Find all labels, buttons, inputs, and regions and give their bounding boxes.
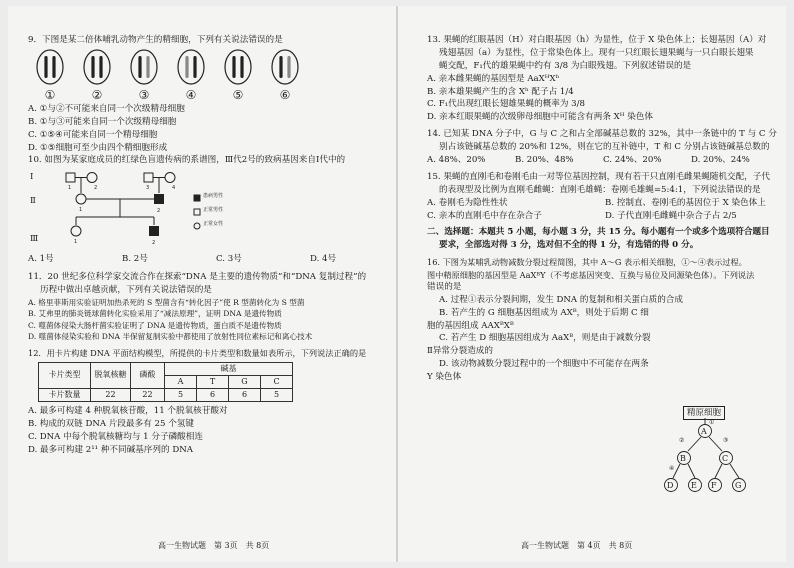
spermatogonium-box: 精原细胞 (683, 406, 725, 420)
q14-options (427, 154, 778, 167)
q10-options (28, 253, 385, 266)
q14-option-d: D. 20%、24% (691, 155, 750, 166)
q13-option-a: A. 亲本雌果蝇的基因型是 AaXᴴXʰ (427, 73, 560, 84)
step-1-label: ① (709, 419, 715, 426)
chromosome (91, 56, 94, 78)
cell-base-t: 6 (197, 388, 229, 401)
sperm-cell-6 (272, 50, 298, 84)
gen-1-label: Ⅰ (30, 172, 34, 183)
exam-sheet (8, 6, 786, 562)
chromosome (146, 56, 149, 78)
q10-option-b: B. 2号 (122, 254, 148, 265)
svg-text:2: 2 (94, 185, 98, 192)
q15-line2: 的表现型及比例为直刚毛雌蝇：直刚毛雄蝇：卷刚毛雄蝇=5:4:1，下列说法错误的是 (439, 184, 761, 195)
legend-normal-female: 正常女性 (203, 221, 224, 228)
q14-option-a: A. 48%、20% (427, 155, 486, 166)
q16-option-c-line2: Ⅱ异常分裂造成的 (427, 346, 493, 357)
q16-option-c-line1: C. 若产生 D 细胞基因组成为 AaXᴮ，则是由于减数分裂 (439, 333, 651, 344)
q9-option-b: B. ①与③可能来自同一个次级精母细胞 (28, 116, 177, 127)
svg-text:3: 3 (146, 185, 150, 192)
label-cell-d: D (667, 481, 674, 490)
sperm-cell-5 (225, 50, 251, 84)
th-deoxyribose: 脱氧核糖 (91, 362, 131, 388)
chromosome (138, 56, 141, 78)
q13-option-c: C. F₁代出现红眼长翅雄果蝇的概率为 3/8 (427, 99, 586, 110)
svg-text:1: 1 (79, 207, 83, 214)
q11-option-c: C. 噬菌体侵染大肠杆菌实验证明了 DNA 是遗传物质，蛋白质不是遗传物质 (28, 320, 282, 330)
th-base-t: T (197, 375, 229, 388)
gen2-male-2-affected (155, 195, 164, 204)
q13-line3: 蝇交配，F₁代的雄果蝇中约有 3/8 为白眼残翅。下列叙述错误的是 (439, 60, 692, 71)
chromosome (99, 56, 102, 78)
pedigree-chart (46, 167, 226, 253)
q13-line1: 13. 果蝇的红眼基因（H）对白眼基因（h）为显性，位于 X 染色体上；长翅基因（A）对 (427, 35, 767, 45)
q15-option-c: C. 亲本的直刚毛中存在杂合子 (427, 210, 542, 221)
q12-option-c: C. DNA 中每个脱氧核糖均与 1 分子磷酸相连 (28, 431, 203, 442)
q9-option-a: A. ①与②不可能来自同一个次级精母细胞 (28, 103, 185, 114)
chromosome (279, 56, 282, 78)
th-phosphate: 磷酸 (131, 362, 165, 388)
row-label-count: 卡片数量 (39, 388, 91, 401)
chromosome (52, 56, 55, 78)
cell-base-c: 5 (261, 388, 293, 401)
th-bases: 碱基 (165, 362, 293, 375)
svg-text:1: 1 (68, 185, 72, 192)
q10-pedigree (28, 167, 385, 253)
chromosome (44, 56, 47, 78)
th-card-type: 卡片类型 (39, 362, 91, 388)
sperm-cell-4 (178, 50, 204, 84)
q16-meiosis-diagram (663, 406, 763, 510)
cell-base-g: 6 (229, 388, 261, 401)
q16-option-a: A. 过程①表示分裂间期，发生 DNA 的复制和相关蛋白质的合成 (439, 294, 683, 305)
cell-label-3: ③ (138, 87, 150, 102)
cell-phosphate: 22 (131, 388, 165, 401)
th-base-c: C (261, 375, 293, 388)
q11-option-b: B. 艾弗里的肺炎链球菌转化实验采用了“减法原理”，证明 DNA 是遗传物质 (28, 309, 282, 319)
label-cell-b: B (680, 454, 686, 463)
svg-text:2: 2 (152, 240, 156, 247)
label-cell-a: A (701, 427, 707, 436)
q16-option-d-line1: D. 该动物减数分裂过程中的一个细胞中不可能存在两条 (439, 359, 649, 370)
section2-heading-line2: 要求，全部选对得 3 分，选对但不全的得 1 分，有选错的得 0 分。 (439, 240, 699, 251)
q10-option-a: A. 1号 (28, 254, 54, 265)
q16-line1: 16. 下图为某哺乳动物减数分裂过程简图，其中 A～G 表示相关细胞，①～④表示过程。 (427, 257, 747, 268)
step-4-label: ④ (669, 465, 675, 472)
q11-option-a: A. 格里菲斯用实验证明加热杀死的 S 型菌含有“转化因子”使 R 型菌转化为 S 型菌 (28, 298, 305, 308)
q11-stem-line1: 11．20 世纪多位科学家交流合作在探索“DNA 是主要的遗传物质”和“DNA 复制过程”的 (28, 272, 367, 283)
sperm-cells-figure (28, 47, 318, 103)
cell-base-a: 5 (165, 388, 197, 401)
label-cell-c: C (722, 454, 729, 463)
svg-text:2: 2 (157, 208, 161, 215)
q11-stem-line2: 历程中做出卓越贡献，下列有关说法错误的是 (40, 285, 212, 296)
gen1-male-1 (66, 173, 75, 182)
q14-option-b: B. 20%、48% (515, 155, 574, 166)
q15-options-cd (427, 210, 778, 223)
label-cell-e: E (691, 481, 697, 490)
q9-option-c: C. ①⑤④可能来自同一个精母细胞 (28, 129, 158, 140)
page-4-footer: 高一生物试题 第 4页 共 8页 (521, 541, 633, 550)
gen-2-label: Ⅱ (30, 196, 36, 207)
gen2-female-1 (76, 194, 86, 204)
q11-option-d: D. 噬菌体侵染实验和 DNA 半保留复制实验中都使用了放射性同位素标记和离心技术 (28, 332, 313, 342)
th-base-g: G (229, 375, 261, 388)
gen1-female-4 (165, 173, 175, 183)
q16-option-b-line1: B. 若产生的 G 细胞基因组成为 AXᴮ，则处于后期 C 细 (439, 307, 649, 318)
cell-label-6: ⑥ (279, 87, 291, 102)
q9-figure (28, 47, 385, 103)
gen3-female-1 (71, 226, 81, 236)
chromosome (232, 56, 235, 78)
q12-card-table (38, 362, 293, 402)
q12-option-a: A. 最多可构建 4 种脱氧核苷酸，11 个脱氧核苷酸对 (28, 405, 228, 416)
th-base-a: A (165, 375, 197, 388)
legend-normal-male: 正常男性 (203, 207, 224, 214)
q10-option-d: D. 4号 (310, 254, 337, 265)
q12-stem: 12．用卡片构建 DNA 平面结构模型，所提供的卡片类型和数量如表所示，下列说法正确的是 (28, 347, 367, 358)
chromosome (193, 56, 196, 78)
q14-line2: 别占该链碱基总数的 20%和 12%，则在它的互补链中，T 和 C 分别占该链碱基总数的 (439, 142, 770, 153)
cell-deoxyribose: 22 (91, 388, 131, 401)
legend-affected-male: 患病男性 (203, 193, 224, 200)
q12-option-b: B. 构成的双链 DNA 片段最多有 25 个氢键 (28, 418, 194, 429)
sperm-cell-3 (131, 50, 157, 84)
chromosome (185, 56, 188, 78)
gen1-male-3 (144, 173, 153, 182)
cell-label-1: ① (44, 87, 56, 102)
cell-label-4: ④ (185, 87, 197, 102)
q10-option-c: C. 3号 (216, 254, 242, 265)
cell-label-5: ⑤ (232, 87, 244, 102)
chromosome (287, 56, 290, 78)
cell-label-2: ② (91, 87, 103, 102)
page-3-footer: 高一生物试题 第 3页 共 8页 (158, 541, 270, 550)
page-gutter (396, 6, 398, 562)
q16-line2: 图中精原细胞的基因型是 AaXᴮY（不考虑基因突变、互换与易位及同源染色体）。下列说法 (427, 269, 755, 280)
meiosis-tree (663, 418, 763, 510)
q16-option-b-line2: 胞的基因组成 AAXᴮXᴮ (427, 320, 514, 331)
section2-heading-line1: 二、选择题：本题共 5 小题，每小题 3 分，共 15 分。每小题有一个或多个选项符合题目 (427, 227, 770, 238)
sperm-cell-1 (37, 50, 63, 84)
q14-line1: 14. 已知某 DNA 分子中，G 与 C 之和占全部碱基总数的 32%，其中一条链中的 T 与 C 分 (427, 129, 777, 140)
step-2-label: ② (679, 437, 685, 444)
page-3 (8, 6, 393, 562)
q15-options-ab (427, 197, 778, 210)
q9-stem: 9．下图是某二倍体哺乳动物产生的精细胞，下列有关说法错误的是 (28, 35, 283, 45)
q15-line1: 15. 果蝇的直刚毛和卷刚毛由一对等位基因控制，现有若干只直刚毛雌果蝇随机交配，子代 (427, 171, 770, 182)
q15-option-d: D. 子代直刚毛雌蝇中杂合子占 2/5 (605, 210, 737, 221)
q16-line3: 错误的是 (427, 281, 462, 292)
label-cell-g: G (735, 481, 742, 490)
q9-option-d: D. ①⑤细胞可至少由四个精细胞形成 (28, 142, 168, 153)
q13-line2: 残翅基因（a）为显性，位于常染色体上。现有一只红眼长翅果蝇与一只白眼长翅果 (439, 47, 754, 58)
q10-stem: 10. 如图为某家庭成员的红绿色盲遗传病的系谱图，Ⅲ代2号的致病基因来自Ⅰ代中的 (28, 155, 346, 166)
step-3-label: ③ (723, 437, 729, 444)
gen3-male-2-affected (150, 227, 159, 236)
q13-option-d: D. 亲本红眼果蝇的次级卵母细胞中可能含有两条 Xᴴ 染色体 (427, 112, 654, 123)
sperm-cell-2 (84, 50, 110, 84)
q15-option-a: A. 卷刚毛为隐性性状 (427, 197, 508, 208)
svg-text:4: 4 (172, 185, 176, 192)
q13-option-b: B. 亲本雄果蝇产生的含 Xʰ 配子占 1/4 (427, 86, 574, 97)
svg-text:1: 1 (74, 239, 78, 246)
gen1-female-2 (87, 173, 97, 183)
q15-option-b: B. 控制直、卷刚毛的基因位于 X 染色体上 (605, 197, 766, 208)
chromosome (240, 56, 243, 78)
q16-option-d-line2: Y 染色体 (427, 372, 462, 383)
page-4 (401, 6, 786, 562)
q14-option-c: C. 24%、20% (603, 155, 662, 166)
label-cell-f: F (711, 481, 717, 490)
q12-option-d: D. 最多可构建 2¹¹ 种不同碱基序列的 DNA (28, 444, 193, 455)
gen-3-label: Ⅲ (30, 234, 39, 245)
